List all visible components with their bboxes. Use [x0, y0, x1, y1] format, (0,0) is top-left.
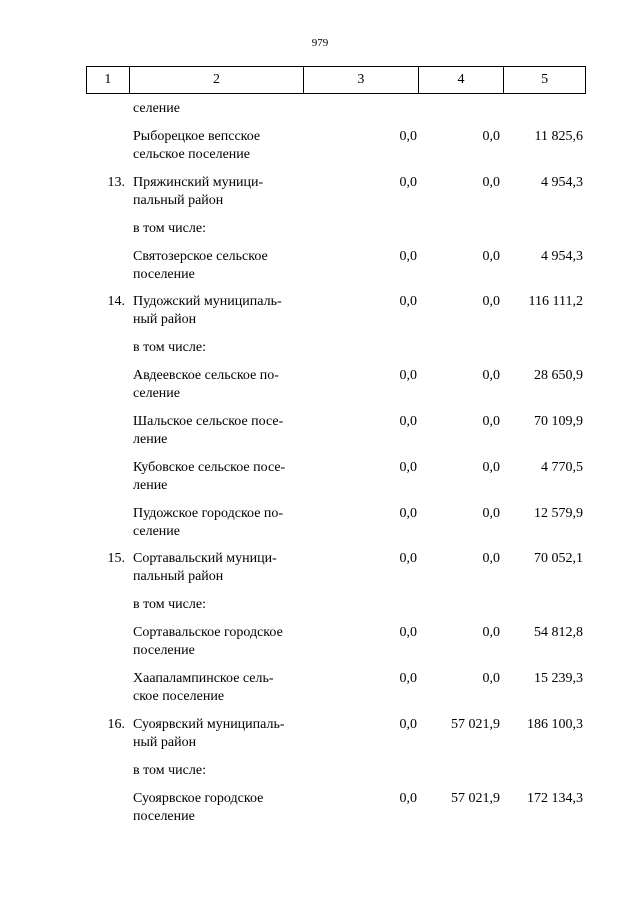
- cell-col4: 0,0: [482, 414, 500, 429]
- column-header-2: 2: [130, 67, 304, 93]
- row-name-line: Суоярвское городское: [133, 791, 264, 806]
- row-name-line: поселение: [133, 809, 195, 824]
- cell-col5: 54 812,8: [534, 625, 583, 640]
- row-name-line: Пудожский муниципаль-: [133, 294, 282, 309]
- row-name-line: Авдеевское сельское по-: [133, 368, 279, 383]
- cell-col3: 0,0: [399, 175, 417, 190]
- cell-col4: 0,0: [482, 294, 500, 309]
- cell-col3: 0,0: [399, 506, 417, 521]
- row-name: [133, 220, 313, 238]
- cell-col5: 4 770,5: [541, 460, 583, 475]
- row-name-line: в том числе:: [133, 763, 206, 778]
- cell-col5: 15 239,3: [534, 671, 583, 686]
- row-name-line: селение: [133, 386, 180, 401]
- row-name-line: ный район: [133, 735, 197, 750]
- cell-col3: 0,0: [399, 414, 417, 429]
- row-name-line: Святозерское сельское: [133, 249, 268, 264]
- row-name: [133, 670, 313, 706]
- cell-col4: 0,0: [482, 129, 500, 144]
- row-name-line: селение: [133, 101, 180, 116]
- row-name: [133, 100, 313, 118]
- cell-col5: 116 111,2: [528, 294, 583, 309]
- page-number: 979: [311, 37, 329, 49]
- row-name: [133, 790, 313, 826]
- cell-col3: 0,0: [399, 625, 417, 640]
- row-name-line: Сортавальский муници-: [133, 551, 277, 566]
- cell-col4: 0,0: [482, 671, 500, 686]
- row-name: [133, 128, 313, 164]
- row-name: [133, 716, 313, 752]
- cell-col4: 0,0: [482, 625, 500, 640]
- row-number: 14.: [107, 294, 125, 309]
- cell-col3: 0,0: [399, 249, 417, 264]
- row-name-line: Рыборецкое вепсское: [133, 129, 261, 144]
- row-name: [133, 367, 313, 403]
- cell-col3: 0,0: [399, 129, 417, 144]
- cell-col3: 0,0: [399, 671, 417, 686]
- row-name-line: пальный район: [133, 193, 224, 208]
- row-name-line: ление: [133, 478, 168, 493]
- column-header-3: 3: [304, 67, 419, 93]
- row-name-line: поселение: [133, 267, 195, 282]
- cell-col5: 12 579,9: [534, 506, 583, 521]
- row-name: [133, 413, 313, 449]
- row-name-line: в том числе:: [133, 597, 206, 612]
- row-name-line: пальный район: [133, 569, 224, 584]
- cell-col4: 0,0: [482, 551, 500, 566]
- cell-col5: 4 954,3: [541, 249, 583, 264]
- cell-col5: 11 825,6: [534, 129, 583, 144]
- column-header-1: 1: [87, 67, 130, 93]
- row-name: [133, 550, 313, 586]
- row-name-line: сельское поселение: [133, 147, 250, 162]
- cell-col3: 0,0: [399, 294, 417, 309]
- row-name: [133, 624, 313, 660]
- cell-col4: 57 021,9: [451, 791, 500, 806]
- cell-col3: 0,0: [399, 791, 417, 806]
- row-name-line: в том числе:: [133, 221, 206, 236]
- row-name-line: ление: [133, 432, 168, 447]
- row-name-line: поселение: [133, 643, 195, 658]
- row-name: [133, 339, 313, 357]
- cell-col5: 70 052,1: [534, 551, 583, 566]
- row-name-line: в том числе:: [133, 340, 206, 355]
- cell-col4: 0,0: [482, 506, 500, 521]
- row-name-line: Хаапалампинское сель-: [133, 671, 274, 686]
- cell-col5: 4 954,3: [541, 175, 583, 190]
- row-name: [133, 596, 313, 614]
- row-name-line: Кубовское сельское посе-: [133, 460, 286, 475]
- cell-col3: 0,0: [399, 460, 417, 475]
- cell-col4: 0,0: [482, 175, 500, 190]
- row-name-line: Пряжинский муници-: [133, 175, 264, 190]
- row-name: [133, 459, 313, 495]
- row-name-line: Суоярвский муниципаль-: [133, 717, 285, 732]
- cell-col5: 172 134,3: [527, 791, 583, 806]
- cell-col4: 0,0: [482, 368, 500, 383]
- column-header-4: 4: [419, 67, 505, 93]
- table-header: [86, 66, 586, 94]
- cell-col5: 28 650,9: [534, 368, 583, 383]
- row-name-line: Пудожское городское по-: [133, 506, 284, 521]
- cell-col4: 0,0: [482, 460, 500, 475]
- cell-col3: 0,0: [399, 551, 417, 566]
- cell-col5: 70 109,9: [534, 414, 583, 429]
- row-number: 15.: [107, 551, 125, 566]
- row-name-line: Шальское сельское посе-: [133, 414, 284, 429]
- row-name-line: ское поселение: [133, 689, 225, 704]
- row-name: [133, 174, 313, 210]
- cell-col3: 0,0: [399, 368, 417, 383]
- row-name: [133, 505, 313, 541]
- cell-col4: 57 021,9: [451, 717, 500, 732]
- cell-col4: 0,0: [482, 249, 500, 264]
- cell-col3: 0,0: [399, 717, 417, 732]
- row-name-line: Сортавальское городское: [133, 625, 283, 640]
- cell-col5: 186 100,3: [527, 717, 583, 732]
- row-name-line: селение: [133, 524, 180, 539]
- row-name: [133, 293, 313, 329]
- row-name: [133, 248, 313, 284]
- row-number: 13.: [107, 175, 125, 190]
- row-name-line: ный район: [133, 312, 197, 327]
- row-name: [133, 762, 313, 780]
- row-number: 16.: [107, 717, 125, 732]
- column-header-5: 5: [541, 72, 549, 87]
